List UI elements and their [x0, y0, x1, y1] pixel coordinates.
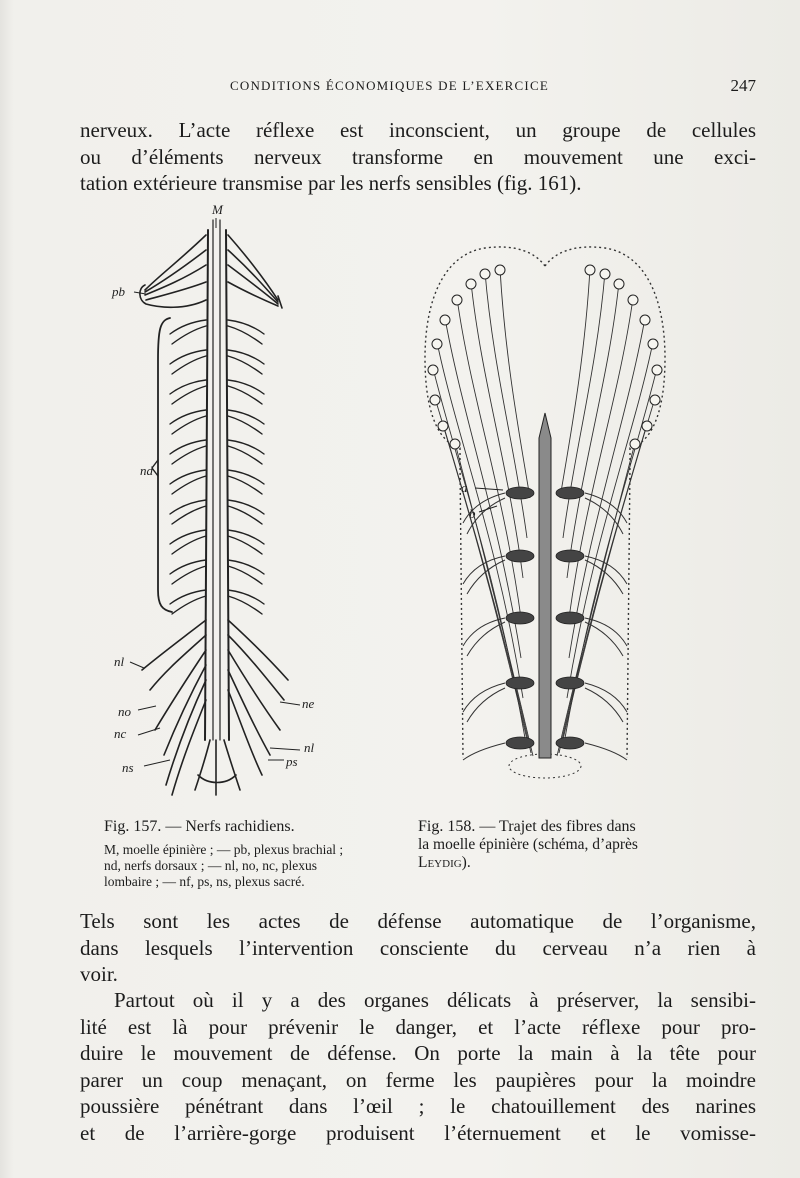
figure-157-caption-title: Fig. 157. — Nerfs rachidiens.	[104, 818, 295, 835]
caption-line: nd, nerfs dorsaux ; — nl, no, nc, plexus	[104, 858, 317, 873]
label-pb: pb	[112, 284, 125, 299]
figure-158-drawing	[405, 238, 685, 783]
label-nl-right: nl	[304, 740, 315, 755]
intro-paragraph	[80, 117, 756, 197]
text-line: dans lesquels l’intervention consciente du cerveau n’a rien à	[80, 935, 756, 960]
caption-line: la moelle épinière (schéma, d’après	[418, 836, 638, 853]
text-line: voir.	[80, 962, 118, 986]
text-line: nerveux. L’acte réflexe est inconscient, un groupe de cellules	[80, 118, 756, 142]
figure-157-caption	[104, 818, 343, 890]
label-nl: nl	[114, 654, 125, 669]
label-b: b	[469, 506, 476, 521]
text-line: tation extérieure transmise par les nerfs sensibles (fig. 161).	[80, 171, 582, 195]
text-line: Tels sont les actes de défense automatique de l’organisme,	[80, 909, 756, 933]
caption-line: M, moelle épinière ; — pb, plexus brachial ;	[104, 842, 344, 857]
text-line: ou d’éléments nerveux transforme en mouvement une exci-	[80, 144, 756, 169]
figure-157-spinal-nerves	[100, 200, 350, 810]
text-line: lité est là pour prévenir le danger, et l’acte réflexe pour pro-	[80, 1014, 756, 1039]
running-head	[80, 76, 756, 98]
label-M: M	[212, 202, 223, 217]
caption-line: Leydig).	[418, 854, 471, 871]
figure-158-caption	[418, 818, 638, 872]
label-ns: ns	[122, 760, 134, 775]
caption-line: lombaire ; — nf, ps, ns, plexus sacré.	[104, 874, 305, 889]
text-line: poussière pénétrant dans l’œil ; le chatouillement des narines	[80, 1094, 756, 1118]
text-line: et de l’arrière-gorge produisent l’éternuement et le vomisse-	[80, 1120, 756, 1145]
running-head-title: CONDITIONS ÉCONOMIQUES DE L’EXERCICE	[230, 78, 549, 93]
label-nd: nd	[140, 463, 153, 478]
text-line: duire le mouvement de défense. On porte la main à la tête pour	[80, 1041, 756, 1065]
figure-158-caption-title: Fig. 158. — Trajet des fibres dans	[418, 818, 636, 835]
paragraph-reflexes	[80, 987, 756, 1146]
label-nc: nc	[114, 726, 127, 741]
page-number: 247	[730, 76, 756, 95]
paragraph-defense	[80, 908, 756, 988]
label-ne: ne	[302, 696, 315, 711]
label-ps: ps	[286, 754, 298, 769]
figure-157-drawing	[100, 200, 350, 810]
label-a: a	[461, 480, 468, 495]
text-line: Partout où il y a des organes délicats à préserver, la sensibi-	[114, 988, 756, 1012]
label-no: no	[118, 704, 131, 719]
figure-158-spinal-fibers	[405, 238, 685, 783]
text-line: parer un coup menaçant, on ferme les paupières pour la moindre	[80, 1067, 756, 1092]
